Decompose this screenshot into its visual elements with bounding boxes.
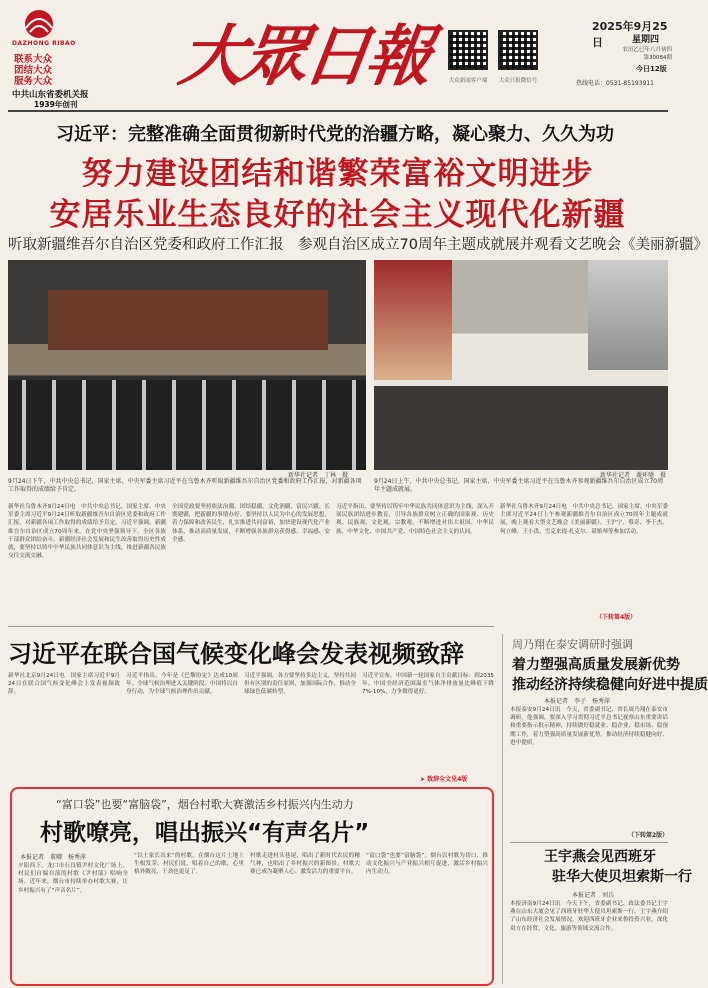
masthead-title: 大眾日報 — [174, 17, 434, 95]
highlight-body-col-4: “富口袋”也要“富脑袋”。烟台以村歌为切口，推动文化振兴与产业振兴相互促进，激活乡村振兴内生动力。 — [366, 853, 488, 876]
slogan-2: 团结大众 — [14, 65, 53, 76]
lead-headline-1[interactable]: 努力建设团结和谐繁荣富裕文明进步 — [81, 156, 594, 192]
climate-headline[interactable]: 习近平在联合国气候变化峰会发表视频致辞 — [8, 640, 464, 668]
climate-continue-link[interactable]: ➤ 致辞全文见4版 — [420, 776, 468, 783]
issue-number: 第30084期 — [643, 55, 672, 61]
lead-body-col-2: 全国党政要坚持依法治疆、团结稳疆、文化润疆、富民兴疆、长期建疆，把新疆的事情办好。要坚持以人民为中心的发展思想，着力保障和改善民生，扎实推进共同富裕，加快建设现代化产业体系，推动高质量发展，不断增强各族群众获得感、幸福感、安全感。 — [172, 504, 330, 543]
organ-label: 中共山东省委机关报 — [12, 90, 89, 100]
photo2-caption: 9月24日上午，中共中央总书记、国家主席、中央军委主席习近平在乌鲁木齐参观新疆维吾尔自治区成立70周年主题成就展。 — [374, 478, 664, 493]
right-story2-credit: 本报记者 刘兵 — [572, 892, 615, 899]
photo-audience — [8, 380, 366, 470]
photo-exhibit-right — [588, 260, 668, 370]
slogan-1: 联系大众 — [14, 54, 53, 65]
right-story2-headline-1[interactable]: 王宇燕会见西班牙 — [544, 849, 656, 865]
slogan-3: 服务大众 — [14, 76, 53, 87]
lead-headline-2[interactable]: 安居乐业生态良好的社会主义现代化新疆 — [49, 197, 626, 233]
slogans — [14, 54, 52, 87]
issue-info — [588, 46, 672, 62]
column-divider — [502, 634, 503, 984]
qr-code-wechat[interactable] — [498, 30, 538, 70]
right-story-continue-link[interactable]: （下转第2版） — [628, 832, 669, 839]
climate-body-col-2: 习近平指出，今年是《巴黎协定》达成10周年。全球气候治理进入关键阶段。中国将以自身行动，为全球气候治理作出贡献。 — [126, 673, 238, 696]
right-story2-headline-2[interactable]: 驻华大使贝坦索斯一行 — [552, 869, 692, 885]
lunar-date: 农历乙巳年八月初四 — [622, 47, 672, 53]
issue-weekday: 星期四 — [632, 35, 660, 45]
highlight-body-col-2: “以土家长出来”的村歌，在烟台这片土地上生根发芽。村民们说，唱着自己的歌，心里格外敞亮，干劲也更足了。 — [134, 853, 244, 876]
highlight-headline[interactable]: 村歌嘹亮，唱出振兴“有声名片” — [40, 820, 370, 846]
climate-body-col-4: 习近平宣布，中国新一轮国家自主贡献目标：到2035年，中国全经济范围温室气体净排放量比峰值下降7%-10%，力争做得更好。 — [362, 673, 494, 696]
highlight-body-col-3: 村歌走进村头巷尾，唱出了新时代农民的精气神，也唱出了乡村振兴的新图景。村歌大赛已成为凝聚人心、激发活力的重要平台。 — [250, 853, 360, 876]
right-story2-body: 本报济南9月24日讯 今天下午，省委副书记、政法委书记王宇燕在山东大厦会见了西班牙驻华大使贝坦索斯一行。王宇燕介绍了山东经济社会发展情况，欢迎西班牙企业来鲁投资兴业，深化双方在经贸、文化、旅游等领域交流合作。 — [510, 901, 668, 932]
qr2-caption: 大众日报微信号 — [498, 78, 538, 84]
photo1-credit: 新华社记者 丁林 摄 — [288, 472, 349, 479]
lead-subhead: 听取新疆维吾尔自治区党委和政府工作汇报 参观自治区成立70周年主题成就展并观看文艺晚会《美丽新疆》 — [8, 237, 708, 253]
lead-continue-link[interactable]: （下转第4版） — [596, 614, 637, 621]
lead-photo-meeting[interactable] — [8, 260, 366, 470]
right-divider — [510, 842, 668, 843]
right-story-credit: 本报记者 李子 杨秀萍 — [544, 698, 611, 705]
climate-body-col-3: 习近平强调，各方要坚持多边主义，坚持共同但有区别的责任原则，加强国际合作，推动全球绿色低碳转型。 — [244, 673, 356, 696]
brand-english: DAZHONG RIBAO — [12, 40, 76, 47]
page-count: 今日12版 — [636, 65, 667, 73]
highlight-credit: 本报记者 董卿 杨秀萍 — [20, 854, 87, 861]
right-story-headline-2[interactable]: 推动经济持续稳健向好进中提质 — [512, 677, 708, 693]
lead-body-col-4: 新华社乌鲁木齐9月24日电 中共中央总书记、国家主席、中央军委主席习近平24日上午参观新疆维吾尔自治区成立70周年主题成就展，晚上观看大型文艺晚会《美丽新疆》。王沪宁、蔡奇、李干杰、何立峰、王小洪、雪克来提·扎克尔、谌贻琴等参加活动。 — [500, 504, 668, 535]
photo-exhibit-left — [374, 260, 452, 380]
right-story-kicker: 周乃翔在泰安调研时强调 — [512, 638, 633, 651]
highlight-kicker: “富口袋”也要“富脑袋”，烟台村歌大赛激活乡村振兴内生动力 — [56, 798, 354, 811]
photo1-caption: 9月24日下午，中共中央总书记、国家主席、中央军委主席习近平在乌鲁木齐听取新疆维吾尔自治区党委和政府工作汇报，对新疆各项工作取得的成绩给予肯定。 — [8, 478, 362, 493]
lead-body-col-3: 习近平指出，要坚持以铸牢中华民族共同体意识为主线，深入开展民族团结进步教育，引导各族群众树立正确的国家观、历史观、民族观、文化观、宗教观，不断增进对伟大祖国、中华民族、中华文化、中国共产党、中国特色社会主义的认同。 — [336, 504, 494, 535]
section-divider — [8, 626, 494, 627]
right-story-headline-1[interactable]: 着力塑强高质量发展新优势 — [512, 657, 680, 673]
lead-kicker: 习近平：完整准确全面贯彻新时代党的治疆方略，凝心聚力、久久为功 — [56, 124, 614, 145]
founded-label: 1939年创刊 — [34, 100, 78, 109]
photo2-credit: 新华社记者 谢环驰 摄 — [600, 472, 667, 479]
hotline: 热线电话：0531-85193911 — [576, 80, 654, 87]
highlight-body-col-1: 夕阳西下，龙口市石良镇尹村文化广场上，村民们自编自演的村歌《尹村谣》唱响全场。近年来，烟台市持续举办村歌大赛，让乡村振兴有了“声音名片”。 — [18, 863, 128, 894]
qr1-caption: 大众新闻客户端 — [448, 78, 488, 84]
photo-backdrop — [48, 290, 328, 350]
right-story-body: 本报泰安9月24日讯 今天，省委副书记、省长周乃翔在泰安市调研。他强调，要深入学习贯彻习近平总书记视察山东重要讲话和重要指示批示精神，持续做好稳就业、稳企业、稳市场、稳预期工作，着力塑强高质量发展新优势，推动经济持续稳健向好、进中提质。 — [510, 707, 668, 746]
climate-body-col-1: 新华社北京9月24日电 国家主席习近平9月24日在联合国气候变化峰会上发表视频致辞。 — [8, 673, 120, 696]
lead-photo-exhibition[interactable] — [374, 260, 668, 470]
qr-code-app[interactable] — [448, 30, 488, 70]
masthead-divider — [8, 110, 668, 112]
lead-body-col-1: 新华社乌鲁木齐9月24日电 中共中央总书记、国家主席、中央军委主席习近平9月24日听取新疆维吾尔自治区党委和政府工作汇报，对新疆各项工作取得的成绩给予肯定。习近平强调，新疆维吾尔自治区成立70周年来，在党中央坚强领导下，全区各族干部群众团结奋斗，新疆经济社会发展和民生改善取得历史性成就，要坚持以铸牢中华民族共同体意识为主线，推进新疆各民族交往交流交融。 — [8, 504, 166, 560]
issue-date: 2025年9月25日 — [592, 20, 668, 49]
